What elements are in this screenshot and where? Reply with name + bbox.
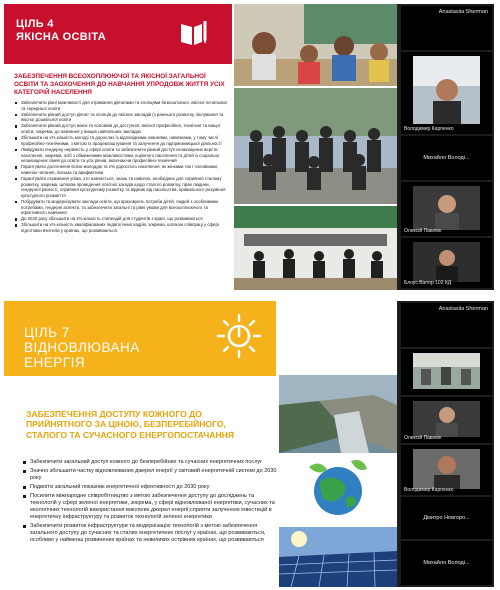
participant-tile[interactable] bbox=[401, 397, 492, 443]
list-item: Гарантувати отримання усіма, хто навчається, знань та навичок, необхідних для сприяння сталому розвитку, зокрема, шляхом проведення освітніх заходів щодо сталого розвитку, прав людини, гендерної рівності, сприяння культурному розвитку та відмові від насильства, правильного розуміння культурного розмаїття bbox=[14, 176, 230, 199]
list-item: Побудувати та модернізувати заклади освіти, що враховують потреби дітей, людей з особливими потребами, гендерні аспекти, та забезпечити загальні та рівні умови для всеохоплюючого та ефективного навчання bbox=[14, 199, 230, 216]
participant-tile[interactable] bbox=[401, 238, 492, 288]
goal-number: ЦІЛЬ 4 bbox=[16, 18, 54, 30]
slide-heading: ЗАБЕЗПЕЧЕННЯ ДОСТУПУ КОЖНОГО ДО ПРИЙНЯТНОГО ЗА ЦІНОЮ, БЕЗПЕРЕБІЙНОГО, СТАЛОГО ТА СУЧАСНОГО ЕНЕРГОПОСТАЧАННЯ bbox=[26, 409, 235, 440]
participant-name: Володимир Карпенко bbox=[404, 487, 454, 493]
list-item: До 2020 року збільшити на х% кількість стипендій для студентів з країн, що розвиваються bbox=[14, 216, 230, 222]
participant-video bbox=[413, 56, 480, 124]
participant-video bbox=[413, 353, 480, 389]
green-earth-photo bbox=[279, 455, 397, 525]
goal-name-line1: ВІДНОВЛЮВАНА bbox=[24, 340, 140, 355]
shared-slide-goal4 bbox=[4, 4, 397, 290]
list-item: Збільшити на х% кількість кваліфікованих педагогічних кадрів, зокрема, шляхом співпраці у сфері підготовки вчителів у країнах, що розвиваються bbox=[14, 222, 230, 233]
goal-number: ЦІЛЬ 7 bbox=[24, 325, 70, 340]
sun-power-icon bbox=[216, 313, 262, 359]
participant-tile[interactable] bbox=[401, 303, 492, 347]
list-item: Забезпечити загальний доступ кожного до безперебійних та сучасних енергетичних послуг bbox=[22, 459, 280, 466]
book-pencil-icon bbox=[178, 18, 208, 48]
participant-name: Олексій Павлюк bbox=[404, 228, 442, 234]
dam-photo bbox=[279, 375, 397, 453]
participant-video bbox=[413, 242, 480, 282]
list-item: Ліквідувати гендерну нерівність у сфері освіти та забезпечити рівний доступ незахищених верств населення, зокрема, осіб з обмеженими можливостями, корінного населення та дітей із соціально незахищених сімей до освіти та усіх рівнів, включаючи професійно-технічний bbox=[14, 147, 230, 164]
zoom-window-goal4 bbox=[4, 4, 494, 290]
participant-name: Володимир Карпенко bbox=[404, 126, 454, 132]
participant-tile[interactable] bbox=[401, 445, 492, 495]
zoom-window-goal7 bbox=[4, 301, 494, 587]
bullet-list bbox=[14, 100, 230, 234]
list-item: Значно збільшити частку відновлюваних джерел енергії у світовий енергетичній системі до 2030 року bbox=[22, 468, 280, 482]
participant-tile[interactable] bbox=[401, 349, 492, 395]
list-item: Посилити міжнародне співробітництво з метою забезпечення доступу до досліджень та технологій у сфері зеленої енергетики, зокрема, у сфері відновлюваної енергетики, сучасних та екологічних технологій використання викопних джерел енергії;сприяти залученню інвестицій в енергетичну інфраструктуру та розвиток технологій зеленої енергетики bbox=[22, 493, 280, 522]
participant-tile[interactable] bbox=[401, 182, 492, 236]
participant-name: Дмитро Новгоро... bbox=[423, 515, 470, 521]
list-item: Подвоїти загальний показник енергетичної ефективності до 2030 року bbox=[22, 484, 280, 491]
goal-title bbox=[24, 325, 140, 370]
participant-name: Anastasiia Sherman bbox=[438, 9, 488, 15]
goal-header-banner bbox=[4, 301, 276, 376]
participant-tile[interactable] bbox=[401, 136, 492, 180]
goal-name-line2: ЕНЕРГІЯ bbox=[24, 355, 86, 370]
list-item: Збільшити на х% кількість молоді та дорослих із відповідними знаннями, навичками, у тому числі професійно-технічними, з метою їх працевлаштування та залучення до підприємницької діяльності bbox=[14, 135, 230, 146]
goal-name: ЯКІСНА ОСВІТА bbox=[16, 31, 106, 43]
participants-panel bbox=[399, 301, 494, 587]
participant-tile[interactable] bbox=[401, 497, 492, 539]
list-item: Забезпечити рівний доступ жінок та чоловіків до доступної, якісної професійної, технічної та вищої освіти, зокрема, до навчання у вищих навчальних закладах bbox=[14, 123, 230, 134]
classroom-photo bbox=[234, 4, 397, 86]
participant-name: Олексій Павлюк bbox=[404, 435, 442, 441]
lecture-hall-photo bbox=[234, 206, 397, 290]
list-item: Забезпечити розвиток інфраструктури та модернізацію технологій з метою забезпечення загального доступу до сучасних та сталих енергетичних послуг у країнах, що розвиваються, особливо у найменш розвинених країнах та невеликих острівних країнах, що розвиваються bbox=[22, 523, 280, 545]
participant-tile[interactable] bbox=[401, 52, 492, 134]
participant-name: Anastasiia Sherman bbox=[438, 306, 488, 312]
participant-tile[interactable] bbox=[401, 541, 492, 585]
list-item: Забезпечити рівні можливості для отримання дівчатами та хлопцями безкоштовної, якісної початкової та середньої освіти bbox=[14, 100, 230, 111]
goal-title bbox=[16, 18, 106, 44]
bullet-list bbox=[22, 459, 280, 546]
participant-tile[interactable] bbox=[401, 6, 492, 50]
participant-video bbox=[413, 186, 480, 230]
participant-name: Михайло Володі... bbox=[423, 560, 470, 566]
list-item: Забезпечити рівний доступ дівчат та хлопців до якісних закладів (з раннього розвитку, піклування та якісної дошкільної освіти bbox=[14, 112, 230, 123]
shared-slide-goal7 bbox=[4, 301, 397, 587]
group-photo bbox=[234, 88, 397, 204]
participants-panel bbox=[399, 4, 494, 290]
list-item: Гарантувати досягнення всією молоддю та х% дорослого населення, як жінками так і чоловіками, навичок читання, письма та арифметики bbox=[14, 164, 230, 175]
participant-name: Блоус Віктор 102 КД bbox=[404, 280, 452, 286]
participant-video bbox=[413, 449, 480, 489]
participant-name: Михайло Володі... bbox=[423, 155, 470, 161]
goal-header-banner bbox=[4, 4, 232, 64]
solar-panels-photo bbox=[279, 527, 397, 587]
participant-video bbox=[413, 401, 480, 437]
slide-heading: ЗАБЕЗПЕЧЕННЯ ВСЕОХОПЛЮЮЧОЇ ТА ЯКІСНОЇ ЗАГАЛЬНОЇ ОСВІТИ ТА ЗАОХОЧЕННЯ ДО НАВЧАННЯ УПРОДОВЖ ЖИТТЯ УСІХ КАТЕГОРІЙ НАСЕЛЕННЯ bbox=[14, 73, 225, 96]
